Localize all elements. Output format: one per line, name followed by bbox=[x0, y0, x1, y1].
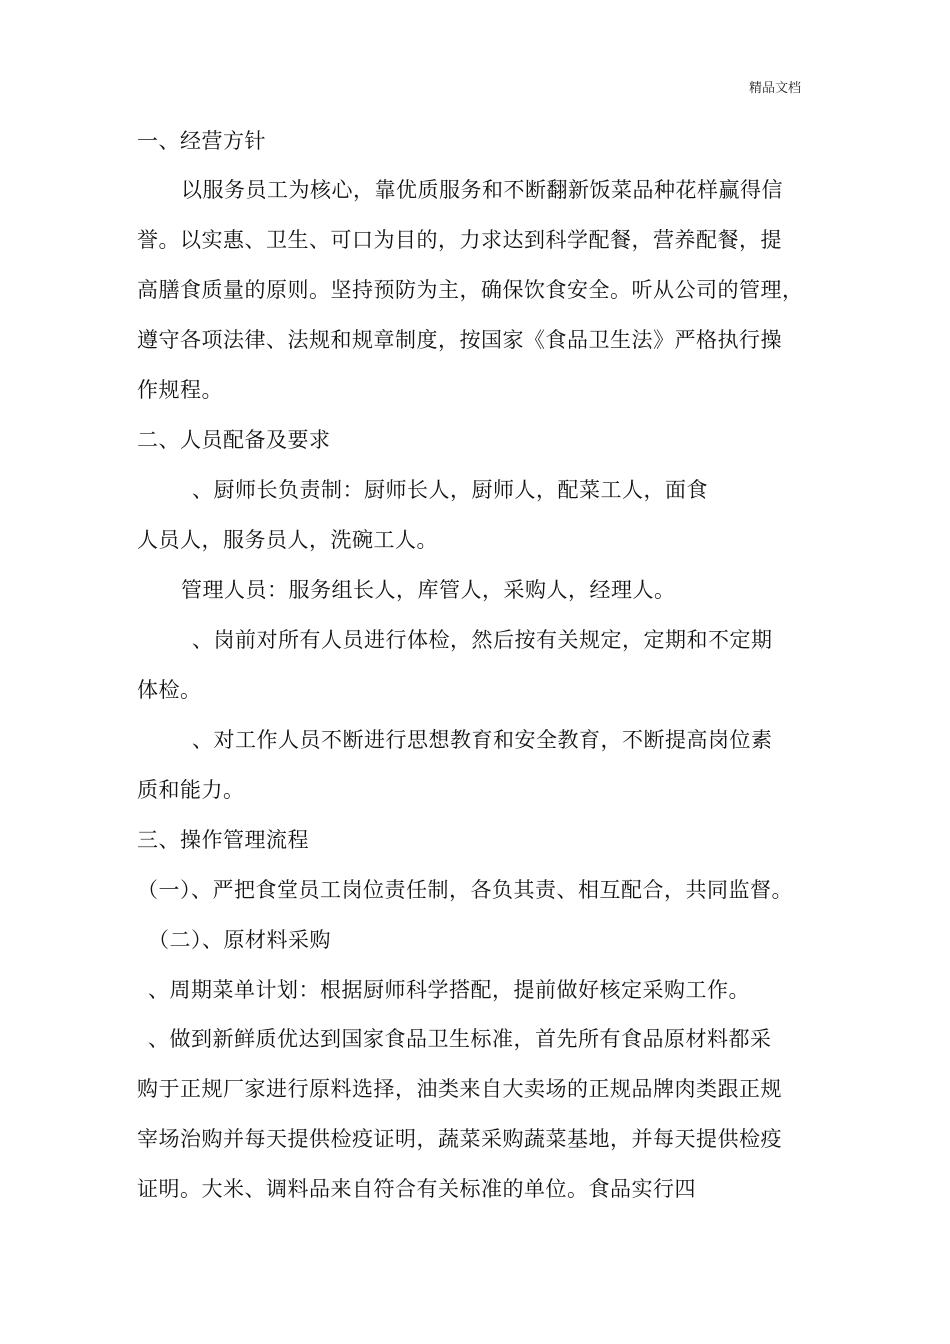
paragraph-line: 、岗前对所有人员进行体检，然后按有关规定，定期和不定期 bbox=[192, 628, 773, 652]
section-heading-3: 三、操作管理流程 bbox=[137, 828, 309, 852]
paragraph-line: 、周期菜单计划：根据厨师科学搭配，提前做好核定采购工作。 bbox=[148, 978, 750, 1002]
paragraph-line: 宰场治购并每天提供检疫证明，蔬菜采购蔬菜基地，并每天提供检疫 bbox=[137, 1127, 782, 1151]
paragraph-line: 高膳食质量的原则。坚持预防为主，确保饮食安全。听从公司的管理， bbox=[137, 278, 804, 302]
paragraph-line: 、做到新鲜质优达到国家食品卫生标准，首先所有食品原材料都采 bbox=[148, 1027, 772, 1051]
paragraph-line: 、对工作人员不断进行思想教育和安全教育，不断提高岗位素 bbox=[192, 728, 773, 752]
paragraph-line: 以服务员工为核心，靠优质服务和不断翻新饭菜品种花样赢得信 bbox=[181, 178, 783, 202]
section-heading-1: 一、经营方针 bbox=[137, 129, 266, 153]
paragraph-line: 质和能力。 bbox=[137, 778, 245, 802]
subsection-heading: （二）、原材料采购 bbox=[148, 928, 331, 952]
watermark-text: 精品文档 bbox=[749, 81, 802, 96]
paragraph-line: 遵守各项法律、法规和规章制度，按国家《食品卫生法》严格执行操 bbox=[137, 328, 782, 352]
paragraph-line: 、厨师长负责制：厨师长人，厨师人，配菜工人，面食 bbox=[192, 478, 708, 502]
paragraph-line: 作规程。 bbox=[137, 378, 223, 402]
paragraph-line: 证明。大米、调料品来自符合有关标准的单位。食品实行四 bbox=[137, 1177, 696, 1201]
paragraph-line: 体检。 bbox=[137, 678, 202, 702]
paragraph-line: 管理人员：服务组长人，库管人，采购人，经理人。 bbox=[181, 578, 676, 602]
section-heading-2: 二、人员配备及要求 bbox=[137, 428, 331, 452]
paragraph-line: 购于正规厂家进行原料选择，油类来自大卖场的正规品牌肉类跟正规 bbox=[137, 1077, 782, 1101]
paragraph-line: 誉。以实惠、卫生、可口为目的，力求达到科学配餐，营养配餐，提 bbox=[137, 228, 782, 252]
paragraph-line: （一）、严把食堂员工岗位责任制，各负其责、相互配合，共同监督。 bbox=[137, 878, 793, 902]
paragraph-line: 人员人，服务员人，洗碗工人。 bbox=[137, 528, 438, 552]
